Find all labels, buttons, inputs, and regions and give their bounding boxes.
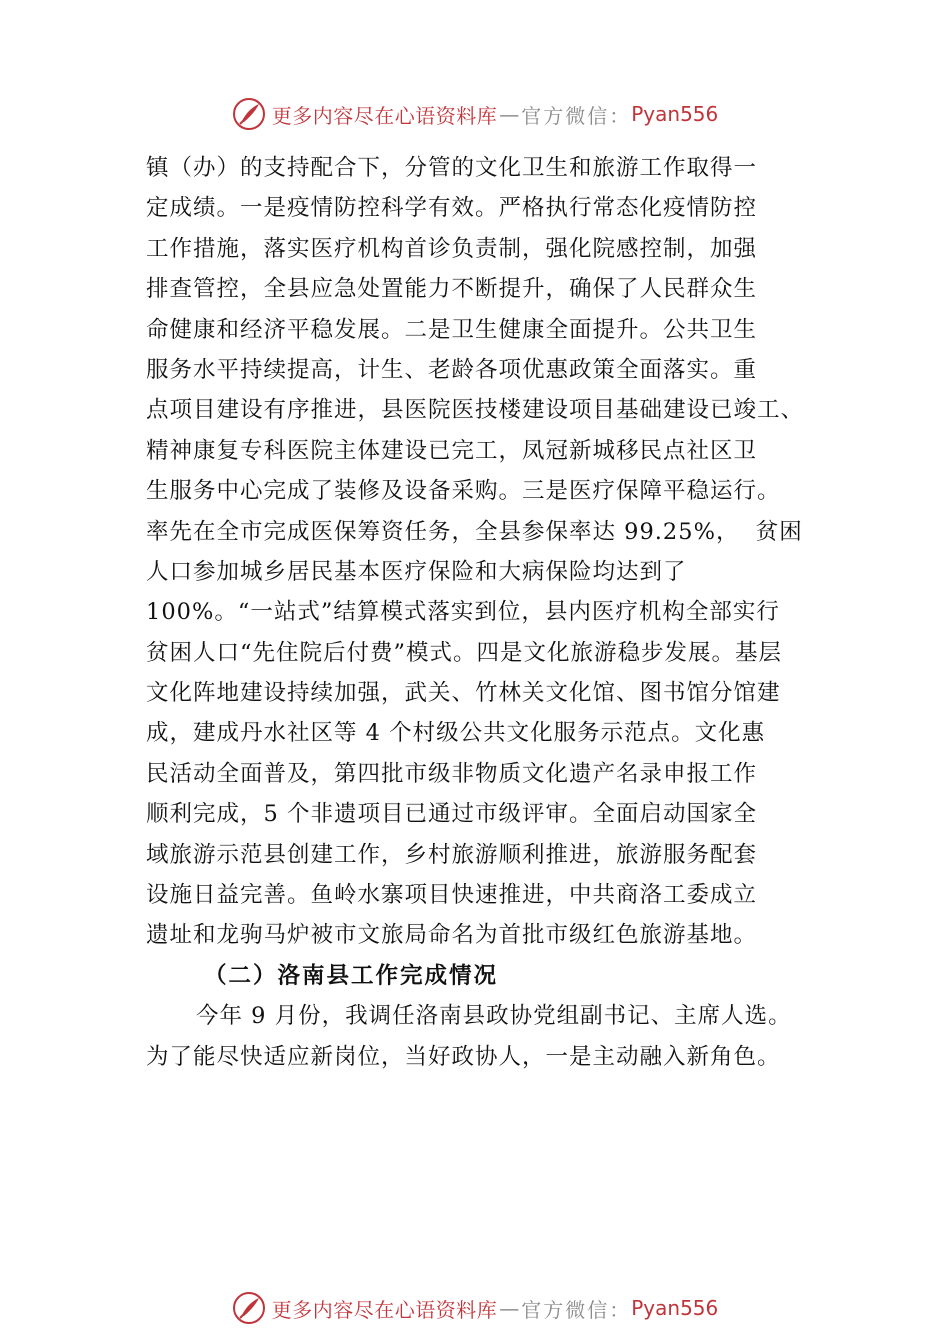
- document-body: [146, 148, 846, 1077]
- body-line: 顺利完成，5 个非遗项目已通过市级评审。全面启动国家全: [146, 801, 757, 828]
- body-line: 命健康和经济平稳发展。二是卫生健康全面提升。公共卫生: [146, 316, 758, 343]
- banner-wechat-id: Pyan556: [631, 1296, 719, 1320]
- body-line: 镇（办）的支持配合下，分管的文化卫生和旅游工作取得一: [146, 155, 758, 181]
- section-line: 今年 9 月份，我调任洛南县政协党组副书记、主席人选。: [196, 1003, 792, 1030]
- body-line: 精神康复专科医院主体建设已完工，凤冠新城移民点社区卫: [146, 437, 758, 464]
- footer-banner: [0, 1288, 950, 1328]
- body-line: 贫困人口“先住院后付费”模式。四是文化旅游稳步发展。基层: [146, 639, 783, 666]
- banner-brand-text: 更多内容尽在心语资料库: [271, 103, 498, 128]
- body-line: 100%。“一站式”结算模式落实到位，县内医疗机构全部实行: [146, 599, 780, 626]
- body-line: 服务水平持续提高，计生、老龄各项优惠政策全面落实。重: [146, 356, 758, 383]
- body-line: 率先在全市完成医保筹资任务，全县参保率达 99.25%， 贫困: [146, 518, 803, 545]
- body-line: 遗址和龙驹马炉被市文旅局命名为首批市级红色旅游基地。: [146, 922, 758, 949]
- banner-wechat-label: 官方微信：: [521, 1297, 632, 1322]
- banner-wechat-label: 官方微信：: [521, 103, 632, 128]
- banner-dash: —: [499, 1296, 520, 1320]
- body-line: 定成绩。一是疫情防控科学有效。严格执行常态化疫情防控: [146, 195, 758, 222]
- banner-brand-text: 更多内容尽在心语资料库: [271, 1297, 498, 1322]
- body-line: 人口参加城乡居民基本医疗保险和大病保险均达到了: [146, 558, 687, 585]
- body-line: 文化阵地建设持续加强，武关、竹林关文化馆、图书馆分馆建: [146, 680, 781, 707]
- banner-dash: —: [499, 102, 520, 126]
- body-line: 生服务中心完成了装修及设备采购。三是医疗保障平稳运行。: [146, 478, 781, 505]
- body-line: 民活动全面普及，第四批市级非物质文化遗产名录申报工作: [146, 760, 758, 787]
- banner-wechat-id: Pyan556: [631, 102, 719, 126]
- header-banner: [0, 94, 950, 134]
- quill-logo-icon: [232, 97, 266, 131]
- quill-logo-icon: [232, 1291, 266, 1325]
- section-line: 为了能尽快适应新岗位，当好政协人，一是主动融入新角色。: [146, 1043, 781, 1070]
- body-line: 成，建成丹水社区等 4 个村级公共文化服务示范点。文化惠: [146, 720, 766, 747]
- body-line: 点项目建设有序推进，县医院医技楼建设项目基础建设已竣工、: [146, 397, 805, 424]
- body-line: 域旅游示范县创建工作，乡村旅游顺利推进，旅游服务配套: [146, 841, 758, 868]
- body-line: 设施日益完善。鱼岭水寨项目快速推进，中共商洛工委成立: [146, 882, 758, 909]
- section-heading: （二）洛南县工作完成情况: [204, 962, 499, 989]
- body-line: 排查管控，全县应急处置能力不断提升，确保了人民群众生: [146, 276, 758, 303]
- body-line: 工作措施，落实医疗机构首诊负责制，强化院感控制，加强: [146, 235, 758, 262]
